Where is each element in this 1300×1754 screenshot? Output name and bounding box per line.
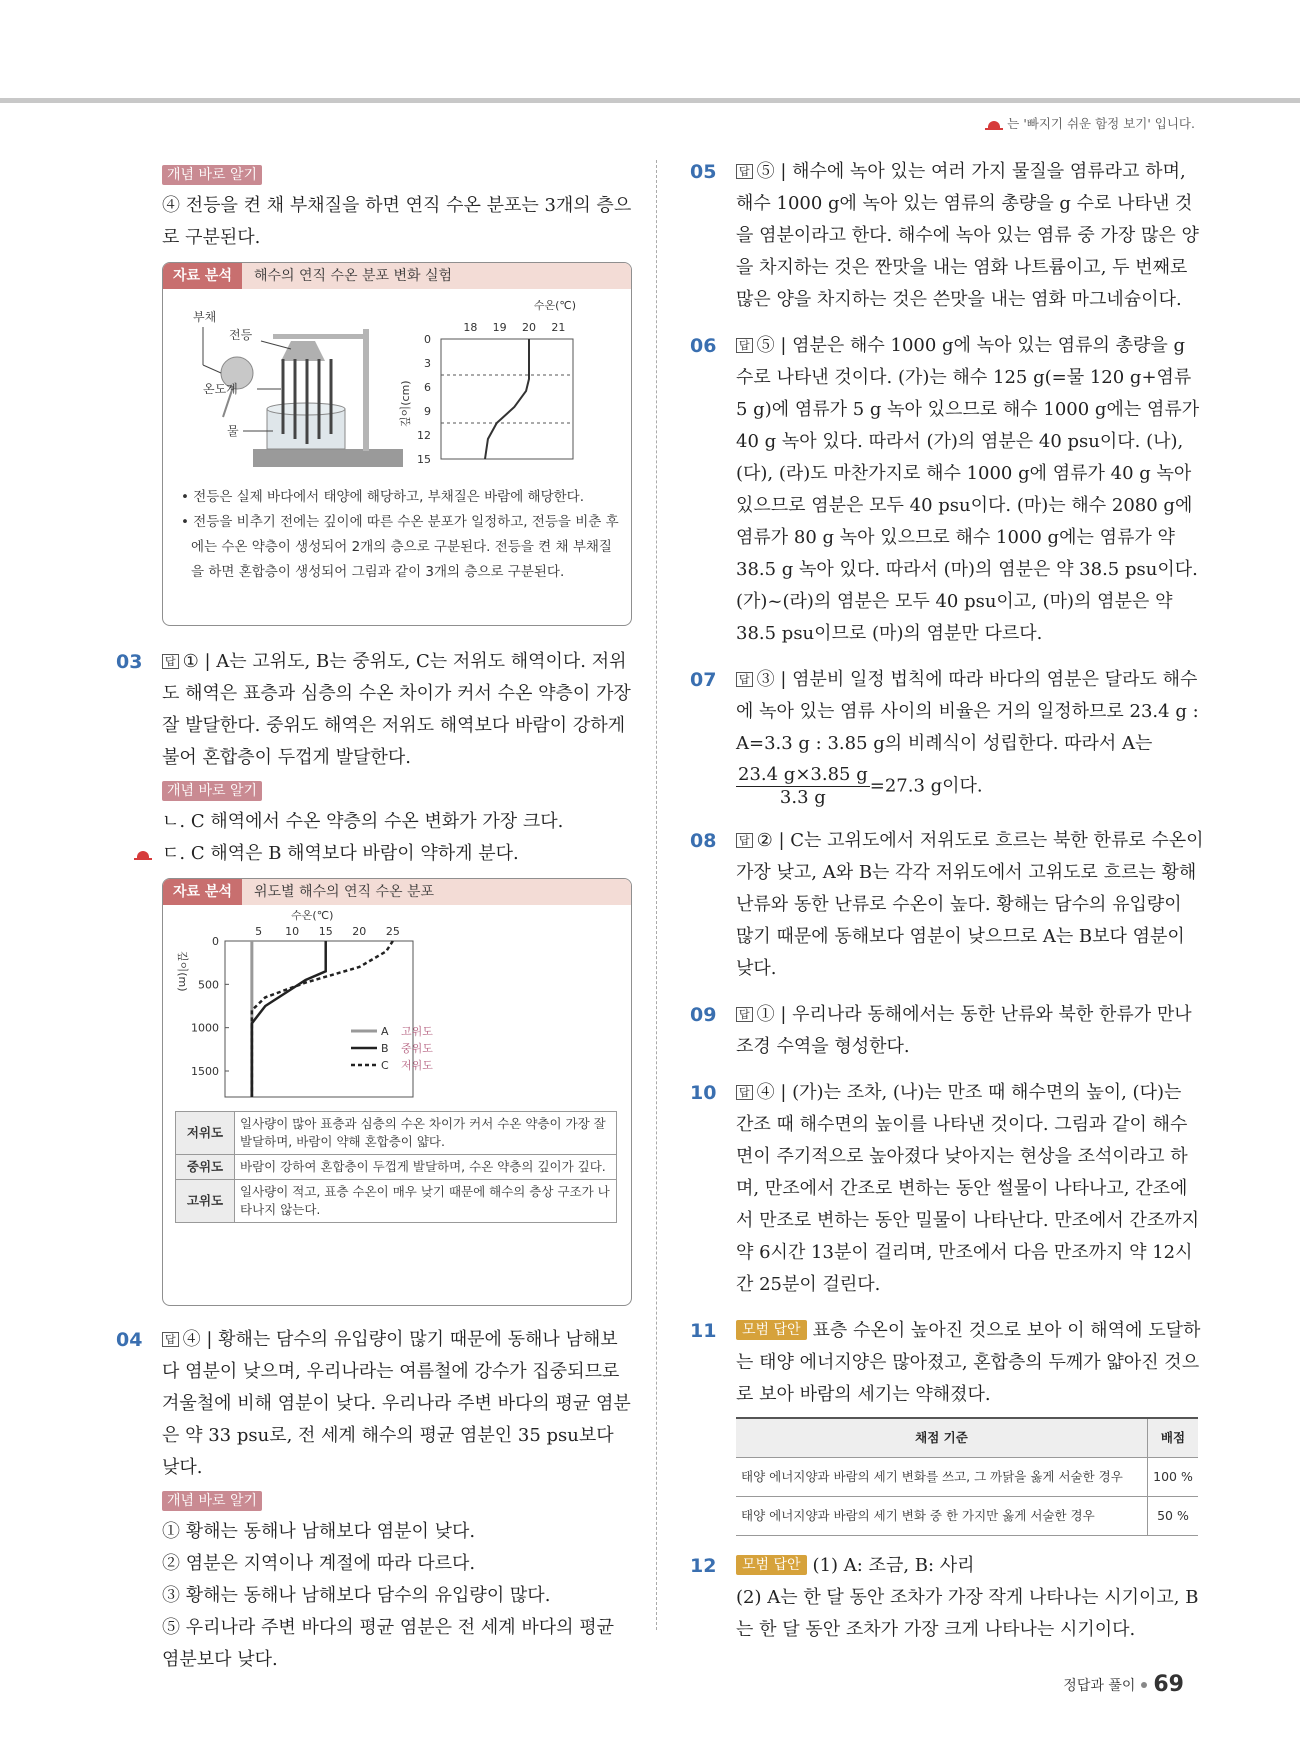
grade-criterion: 태양 에너지양과 바람의 세기 변화 중 한 가지만 옳게 서술한 경우 — [736, 1497, 1148, 1536]
stand-base — [253, 449, 403, 467]
y-tick-label: 0 — [424, 333, 431, 346]
table-row — [176, 1155, 617, 1180]
concept-pill: 개념 바로 알기 — [162, 1491, 262, 1511]
box-title: 해수의 연직 수온 분포 변화 실험 — [253, 268, 453, 284]
question-04 — [116, 1324, 632, 1676]
row-text: 일사량이 적고, 표층 수온이 매우 낮기 때문에 해수의 층상 구조가 나타나지 않는다. — [235, 1180, 617, 1223]
row-text: 일사량이 많아 표층과 심층의 수온 차이가 커서 수온 약층이 가장 잘 발달하며, 바람이 약해 혼합층이 얇다. — [235, 1112, 617, 1155]
answer-text: ① | A는 고위도, B는 중위도, C는 저위도 해역이다. 저위도 해역은 표층과 심층의 수온 차이가 커서 수온 약층이 가장 잘 발달한다. 중위도 해역은 저위도 해역보다 바람이 강하게 불어 혼합층이 두껍게 발달한다. — [162, 651, 631, 768]
table-row — [736, 1458, 1198, 1497]
box-tag: 자료 분석 — [163, 879, 242, 905]
concept-pill: 개념 바로 알기 — [162, 165, 262, 185]
y-tick-label: 12 — [417, 429, 431, 442]
answer-icon: 답 — [162, 654, 179, 669]
stand-pole — [363, 329, 369, 451]
page-number: 69 — [1153, 1672, 1184, 1697]
trap-alarm-icon — [985, 116, 1003, 130]
question-10 — [690, 1077, 1204, 1301]
question-11 — [690, 1315, 1204, 1536]
legend-label: B — [381, 1042, 389, 1055]
y-tick-label: 15 — [417, 453, 431, 466]
answer-icon: 답 — [736, 338, 753, 353]
footer-dot — [1141, 1682, 1147, 1688]
cont-text: ④ 전등을 켠 채 부채질을 하면 연직 수온 분포는 3개의 층으로 구분된다. — [162, 195, 632, 248]
x-axis-label: 수온(℃) — [291, 909, 334, 922]
stand-arm — [273, 334, 368, 339]
answer-text: ② | C는 고위도에서 저위도로 흐르는 북한 한류로 수온이 가장 낮고, A와 B는 각각 저위도에서 고위도로 흐르는 황해 난류와 동한 난류로 수온이 높다. 황해는 담수의 유입량이 많기 때문에 동해보다 염분이 낮으므로 A는 B보다 염분이 낮다. — [736, 830, 1204, 979]
answer-text: ⑤ | 염분은 해수 1000 g에 녹아 있는 염류의 총량을 g 수로 나타낸 것이다. (가)는 해수 125 g(=물 120 g+염류 5 g)에 염류가 5 g 녹아 있으므로 해수 1000 g에는 염류가 40 g 녹아 있다. 따라서 (가)의 염분은 40 psu이다. (나), (다), (라)도 마찬가지로 해수 1000 g에 염류가 40 g 녹아 있으므로 염분은 모두 40 psu이다. (마)는 해수 2080 g에 염류가 80 g 녹아 있으므로 해수 1000 g에는 염류가 약 38.5 g 녹아 있다. 따라서 (마)의 염분은 약 38.5 psu이다. (가)~(라)의 염분은 모두 40 psu이고, (마)의 염분은 약 38.5 psu이므로 (마)의 염분만 다르다. — [736, 335, 1200, 644]
question-03 — [116, 646, 632, 870]
table-row — [176, 1180, 617, 1223]
concept-item: ⑤ 우리나라 주변 바다의 평균 염분은 전 세계 바다의 평균 염분보다 낮다. — [162, 1617, 615, 1670]
concept-item: ① 황해는 동해나 남해보다 염분이 낮다. — [162, 1521, 476, 1542]
answer-text: ⑤ | 해수에 녹아 있는 여러 가지 물질을 염류라고 하며, 해수 1000 g에 녹아 있는 염류의 총량을 g 수로 나타낸 것을 염분이라고 한다. 해수에 녹아 있는 염류 중 가장 많은 양을 차지하는 것은 짠맛을 내는 염화 나트륨이고, 두 번째로 많은 양을 차지하는 것은 쓴맛을 내는 염화 마그네슘이다. — [736, 161, 1199, 310]
question-number: 06 — [690, 335, 717, 357]
footer-label: 정답과 풀이 — [1063, 1677, 1136, 1694]
concept-item: ㄴ. C 해역에서 수온 약층의 수온 변화가 가장 크다. — [162, 811, 564, 832]
table-row — [176, 1112, 617, 1155]
answer-icon: 답 — [736, 164, 753, 179]
box-title: 위도별 해수의 연직 수온 분포 — [253, 884, 435, 900]
x-axis-label: 수온(℃) — [533, 299, 577, 312]
answer-icon: 답 — [736, 833, 753, 848]
series-line-temperature — [485, 339, 529, 459]
concept-item-text: ㄷ. C 해역은 B 해역보다 바람이 약하게 분다. — [162, 843, 519, 864]
legend-latitude: 고위도 — [401, 1025, 433, 1038]
answer-icon: 답 — [736, 1007, 753, 1022]
fraction-result: =27.3 g이다. — [869, 775, 983, 797]
bullet: • 전등을 비추기 전에는 깊이에 따른 수온 분포가 일정하고, 전등을 비춘 후에는 수온 약층이 생성되어 2개의 층으로 구분된다. 전등을 켠 채 부채질을 하면 혼합층이 생성되어 그림과 같이 3개의 층으로 구분된다. — [181, 510, 619, 585]
answer-text: ④ | 황해는 담수의 유입량이 많기 때문에 동해나 남해보다 염분이 낮으며, 우리나라는 여름철에 강수가 집중되므로 겨울철에 비해 염분이 낮다. 우리나라 주변 바다의 평균 염분은 약 33 psu로, 전 세계 해수의 평균 염분인 35 psu보다 낮다. — [162, 1329, 631, 1478]
question-number: 03 — [116, 651, 143, 673]
row-text: 바람이 강하여 혼합층이 두껍게 발달하며, 수온 약층의 깊이가 깊다. — [235, 1155, 617, 1180]
apparatus-illustration — [193, 309, 403, 467]
x-tick-label: 25 — [385, 925, 400, 938]
legend-latitude: 중위도 — [401, 1042, 433, 1055]
column-divider — [656, 160, 657, 1630]
answer-text: ④ | (가)는 조차, (나)는 만조 때 해수면의 높이, (다)는 간조 때 해수면의 높이를 나타낸 것이다. 그림과 같이 해수면이 주기적으로 높아졌다 낮아지는 현상을 조석이라고 하며, 만조에서 간조로 변하는 동안 썰물이 나타나고, 간조에서 만조로 변하는 동안 밀물이 나타난다. 만조에서 간조까지 약 6시간 13분이 걸리며, 만조에서 다음 만조까지 약 12시간 25분이 걸린다. — [736, 1082, 1200, 1295]
model-answer-pill: 모범 답안 — [736, 1320, 807, 1340]
legend-label: C — [381, 1059, 389, 1072]
question-05 — [690, 156, 1204, 316]
page-footer — [1063, 1672, 1184, 1697]
grading-table — [736, 1417, 1198, 1536]
right-column — [690, 156, 1204, 1646]
y-tick-label: 6 — [424, 381, 431, 394]
y-tick-label: 500 — [198, 978, 219, 992]
y-tick-label: 3 — [424, 357, 431, 370]
question-number: 04 — [116, 1329, 143, 1351]
row-header: 고위도 — [176, 1180, 235, 1223]
question-number: 08 — [690, 830, 717, 852]
x-tick-label: 21 — [551, 321, 566, 334]
box-tag: 자료 분석 — [163, 263, 242, 289]
experiment-figure — [163, 289, 629, 479]
question-number: 05 — [690, 161, 717, 183]
y-tick-label: 1500 — [191, 1065, 219, 1078]
y-tick-label: 9 — [424, 405, 431, 418]
x-tick-label: 10 — [285, 925, 300, 938]
grade-criterion: 태양 에너지양과 바람의 세기 변화를 쓰고, 그 까닭을 옳게 서술한 경우 — [736, 1458, 1148, 1497]
answer-icon: 답 — [736, 672, 753, 687]
question-number: 09 — [690, 1004, 717, 1026]
y-axis-label: 깊이(cm) — [399, 380, 412, 427]
top-rule — [0, 98, 1300, 103]
grade-score: 50 % — [1148, 1497, 1199, 1536]
y-tick-label: 0 — [212, 935, 219, 948]
x-tick-label: 15 — [318, 925, 333, 938]
box1-bullets — [163, 479, 631, 591]
trap-alarm-icon — [134, 846, 152, 860]
answer-text: ① | 우리나라 동해에서는 동한 난류와 북한 한류가 만나 조경 수역을 형성한다. — [736, 1004, 1192, 1057]
lamp-label: 전등 — [229, 328, 253, 342]
x-tick-label: 20 — [352, 925, 367, 938]
x-tick-label: 18 — [463, 321, 478, 334]
table-row — [736, 1497, 1198, 1536]
series-line-C — [252, 941, 393, 1097]
concept-item-trap — [162, 838, 632, 870]
answer-icon: 답 — [736, 1085, 753, 1100]
fraction-numerator: 23.4 g×3.85 g — [738, 764, 868, 785]
data-analysis-box-2 — [162, 878, 632, 1306]
latitude-chart-figure — [163, 905, 629, 1105]
legend-latitude: 저위도 — [401, 1059, 433, 1072]
series-line-B — [252, 941, 326, 1097]
row-header: 저위도 — [176, 1112, 235, 1155]
row-header: 중위도 — [176, 1155, 235, 1180]
question-number: 10 — [690, 1082, 717, 1104]
question-number: 11 — [690, 1320, 717, 1342]
question-07 — [690, 664, 1204, 813]
fan-label: 부채 — [193, 310, 217, 324]
y-tick-label: 1000 — [191, 1021, 219, 1035]
y-axis-label: 깊이(m) — [176, 951, 189, 992]
question-09 — [690, 999, 1204, 1063]
x-tick-label: 19 — [492, 321, 507, 334]
question-06 — [690, 330, 1204, 650]
temperature-depth-chart-1 — [398, 299, 576, 466]
answer-line: (2) A는 한 달 동안 조차가 가장 작게 나타나는 시기이고, B는 한 달 동안 조차가 가장 크게 나타나는 시기이다. — [736, 1587, 1199, 1640]
bullet: • 전등은 실제 바다에서 태양에 해당하고, 부채질은 바람에 해당한다. — [181, 485, 619, 510]
water-label: 물 — [227, 424, 239, 438]
grade-header: 채점 기준 — [736, 1418, 1148, 1458]
left-column — [116, 158, 632, 1676]
concept-item: ② 염분은 지역이나 계절에 따라 다르다. — [162, 1553, 476, 1574]
answer-text: 표층 수온이 높아진 것으로 보아 이 해역에 도달하는 태양 에너지양은 많아졌고, 혼합층의 두께가 얇아진 것으로 보아 바람의 세기는 약해졌다. — [736, 1320, 1201, 1405]
answer-text: ③ | 염분비 일정 법칙에 따라 바다의 염분은 달라도 해수에 녹아 있는 염류 사이의 비율은 거의 일정하므로 23.4 g : A=3.3 g : 3.85 g의 비례식이 성립한다. 따라서 A는 — [736, 669, 1199, 754]
question-08 — [690, 825, 1204, 985]
concept-item: ③ 황해는 동해나 남해보다 담수의 유입량이 많다. — [162, 1585, 551, 1606]
x-tick-label: 20 — [522, 321, 536, 334]
data-analysis-box-1 — [162, 262, 632, 626]
grade-score: 100 % — [1148, 1458, 1199, 1497]
question-number: 07 — [690, 669, 717, 691]
model-answer-pill: 모범 답안 — [736, 1555, 807, 1575]
plot-frame — [441, 339, 573, 459]
fraction — [736, 764, 870, 809]
question-12 — [690, 1550, 1204, 1646]
grade-header: 배점 — [1148, 1418, 1199, 1458]
temperature-depth-chart-2 — [176, 909, 433, 1097]
answer-line: (1) A: 조금, B: 사리 — [812, 1555, 975, 1576]
trap-legend-text: 는 '빠지기 쉬운 함정 보기' 입니다. — [1007, 116, 1195, 131]
latitude-table — [175, 1111, 617, 1223]
trap-legend — [985, 114, 1195, 132]
thermometer-label: 온도계 — [203, 382, 238, 396]
answer-icon: 답 — [162, 1332, 179, 1347]
fraction-denominator: 3.3 g — [779, 787, 826, 808]
legend-label: A — [381, 1025, 389, 1038]
question-number: 12 — [690, 1555, 717, 1577]
lamp-shade — [281, 341, 325, 361]
concept-pill: 개념 바로 알기 — [162, 781, 262, 801]
x-tick-label: 5 — [255, 925, 263, 938]
